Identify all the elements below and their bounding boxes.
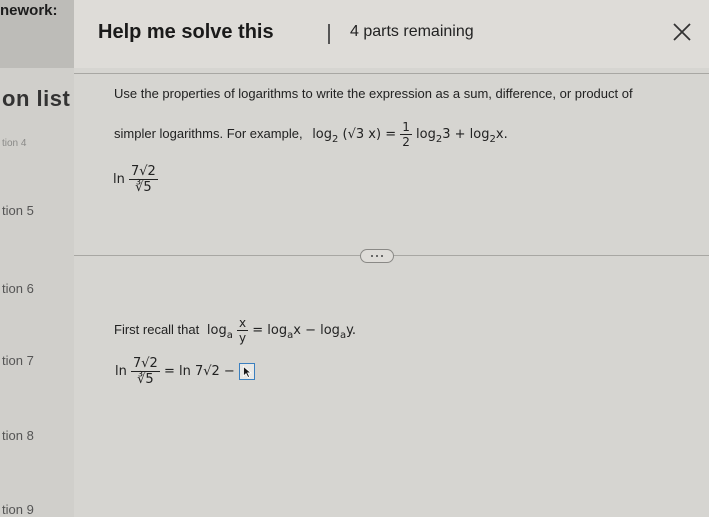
log-text: log xyxy=(312,127,333,142)
fraction-numerator: 7√2 xyxy=(133,356,158,371)
answer-fraction xyxy=(131,356,160,387)
more-icon-dot xyxy=(381,255,383,257)
answer-equation-text: = ln 7√2 − xyxy=(163,364,235,379)
step-explanation xyxy=(114,316,356,345)
log-base: a xyxy=(339,330,347,341)
log-argument: 3 + xyxy=(442,127,466,142)
log-text: log xyxy=(206,323,227,338)
fraction-numerator: x xyxy=(238,316,247,330)
one-half-fraction xyxy=(400,120,412,149)
ln-text: ln xyxy=(115,364,127,379)
log-argument: (√3 x) xyxy=(342,127,382,142)
sidebar-item-question-9[interactable]: tion 9 xyxy=(2,502,34,517)
parts-remaining: 4 parts remaining xyxy=(350,23,474,40)
fraction-numerator: 7√2 xyxy=(131,164,156,179)
log-text: log xyxy=(416,127,436,142)
ln-text: ln xyxy=(113,172,125,187)
sidebar-item-question-5[interactable]: tion 5 xyxy=(2,203,34,218)
equals-sign: = xyxy=(385,127,397,142)
sidebar-item-question-4[interactable]: tion 4 xyxy=(2,138,27,149)
log-text: log xyxy=(267,323,288,338)
fraction-denominator: y xyxy=(238,331,247,345)
instruction-line-1: Use the properties of logarithms to write the expression as a sum, difference, or product of xyxy=(114,86,633,101)
expression-fraction xyxy=(129,164,158,195)
fraction-denominator: ∛5 xyxy=(137,372,154,387)
log-base: 2 xyxy=(489,134,496,145)
step-intro-text: First recall that xyxy=(114,322,200,337)
fraction-denominator: ∛5 xyxy=(135,180,152,195)
top-divider xyxy=(74,73,709,74)
x-over-y-fraction xyxy=(237,316,248,345)
sidebar-header: nework: xyxy=(0,2,58,19)
close-button[interactable] xyxy=(670,20,694,44)
close-icon xyxy=(670,20,694,44)
equals-sign: = xyxy=(252,323,264,338)
question-list-title: on list xyxy=(2,86,71,111)
log-argument: y. xyxy=(346,323,357,338)
log-base: 2 xyxy=(435,134,443,145)
log-text: log xyxy=(469,127,490,142)
log-text: log xyxy=(320,323,340,338)
log-argument: x. xyxy=(495,127,508,142)
log-argument: x − xyxy=(293,323,316,338)
log-base: a xyxy=(226,330,233,341)
mouse-cursor-icon xyxy=(243,366,252,378)
log-base: a xyxy=(287,330,294,341)
answer-input[interactable] xyxy=(239,363,255,380)
quotient-rule-formula xyxy=(206,316,357,345)
more-icon-dot xyxy=(376,255,378,257)
log-base: 2 xyxy=(332,134,339,145)
example-formula xyxy=(312,120,508,149)
more-icon xyxy=(371,255,373,257)
sidebar-item-question-7[interactable]: tion 7 xyxy=(2,353,34,368)
help-banner xyxy=(74,0,709,68)
banner-title: Help me solve this xyxy=(98,21,274,43)
instruction-text: simpler logarithms. For example, xyxy=(114,126,303,141)
banner-divider xyxy=(328,24,330,44)
fraction-numerator: 1 xyxy=(402,120,410,134)
sidebar xyxy=(0,0,74,517)
instruction-line-2 xyxy=(114,120,508,149)
sidebar-item-question-6[interactable]: tion 6 xyxy=(2,281,34,296)
fraction-denominator: 2 xyxy=(402,135,410,149)
target-expression xyxy=(113,164,158,195)
more-button[interactable] xyxy=(360,249,394,263)
answer-line xyxy=(115,356,255,387)
sidebar-item-question-8[interactable]: tion 8 xyxy=(2,428,34,443)
